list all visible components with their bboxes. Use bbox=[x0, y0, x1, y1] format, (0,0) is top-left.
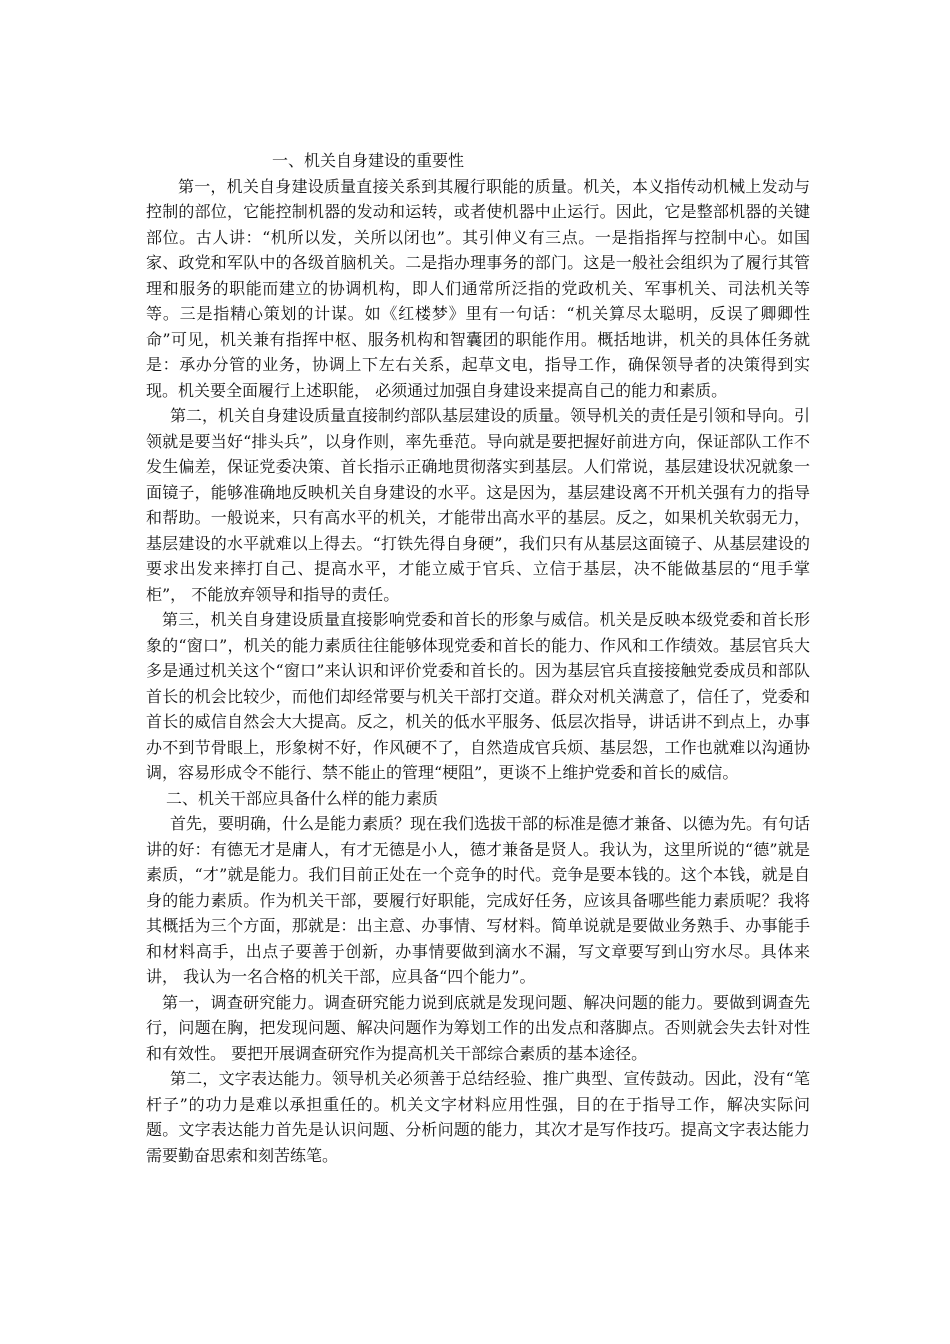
paragraph-2-1: 首先，要明确，什么是能力素质？现在我们选拔干部的标准是德才兼备、以德为先。有句话讲的好：有德无才是庸人，有才无德是小人，德才兼备是贤人。我认为，这里所说的“德”就是素质，“才”就是能力。我们目前正处在一个竞争的时代。竞争是要本钱的。这个本钱，就是自身的能力素质。作为机关干部，要履行好职能，完成好任务，应该具备哪些能力素质呢？我将其概括为三个方面，那就是：出主意、办事情、写材料。简单说就是要做业务熟手、办事能手和材料高手，出点子要善于创新，办事情要做到滴水不漏，写文章要写到山穷水尽。具体来讲， 我认为一名合格的机关干部，应具备“四个能力”。 bbox=[146, 814, 811, 986]
paragraph-2-2: 第一，调查研究能力。调查研究能力说到底就是发现问题、解决问题的能力。要做到调查先行，问题在胸，把发现问题、解决问题作为筹划工作的出发点和落脚点。否则就会失去针对性和有效性。 要把开展调查研究作为提高机关干部综合素质的基本途径。 bbox=[146, 992, 810, 1063]
paragraph-1-2: 第二，机关自身建设质量直接制约部队基层建设的质量。领导机关的责任是引领和导向。引领就是要当好“排头兵”，以身作则，率先垂范。导向就是要把握好前进方向，保证部队工作不发生偏差，保证党委决策、首长指示正确地贯彻落实到基层。人们常说，基层建设状况就象一面镜子，能够准确地反映机关自身建设的水平。这是因为，基层建设离不开机关强有力的指导和帮助。一般说来，只有高水平的机关，才能带出高水平的基层。反之，如果机关软弱无力，基层建设的水平就难以上得去。“打铁先得自身硬”，我们只有从基层这面镜子、从基层建设的要求出发来摔打自己、提高水平，才能立威于官兵、立信于基层，决不能做基层的“甩手掌柜”， 不能放弃领导和指导的责任。 bbox=[146, 406, 811, 604]
paragraph-1-1: 第一，机关自身建设质量直接关系到其履行职能的质量。机关，本义指传动机械上发动与控制的部位，它能控制机器的发动和运转，或者使机器中止运行。因此，它是整部机器的关键部位。古人讲：“机所以发，关所以闭也”。其引伸义有三点。一是指指挥与控制中心。如国家、政党和军队中的各级首脑机关。二是指办理事务的部门。这是一般社会组织为了履行其管理和服务的职能而建立的协调机构，即人们通常所泛指的党政机关、军事机关、司法机关等等。三是指精心策划的计谋。如《红楼梦》里有一句话：“机关算尽太聪明，反误了卿卿性命”可见，机关兼有指挥中枢、服务机构和智囊团的职能作用。概括地讲，机关的具体任务就是：承办分管的业务，协调上下左右关系，起草文电，指导工作，确保领导者的决策得到实现。机关要全面履行上述职能， 必须通过加强自身建设来提高自己的能力和素质。 bbox=[146, 176, 810, 400]
paragraph-1-3: 第三，机关自身建设质量直接影响党委和首长的形象与威信。机关是反映本级党委和首长形象的“窗口”，机关的能力素质往往能够体现党委和首长的能力、作风和工作绩效。基层官兵大多是通过机关这个“窗口”来认识和评价党委和首长的。因为基层官兵直接接触党委成员和部队首长的机会比较少，而他们却经常要与机关干部打交道。群众对机关满意了，信任了，党委和首长的威信自然会大大提高。反之，机关的低水平服务、低层次指导，讲话讲不到点上，办事办不到节骨眼上，形象树不好，作风硬不了，自然造成官兵烦、基层怨，工作也就难以沟通协调，容易形成令不能行、禁不能止的管理“梗阻”，更谈不上维护党委和首长的威信。 bbox=[146, 610, 810, 782]
paragraph-2-3: 第二，文字表达能力。领导机关必须善于总结经验、推广典型、宣传鼓动。因此，没有“笔杆子”的功力是难以承担重任的。机关文字材料应用性强，目的在于指导工作，解决实际问题。文字表达能力首先是认识问题、分析问题的能力，其次才是写作技巧。提高文字表达能力需要勤奋思索和刻苦练笔。 bbox=[146, 1069, 810, 1165]
document-body bbox=[146, 148, 810, 1168]
section-abilities bbox=[146, 786, 810, 1169]
section-heading-1: 一、机关自身建设的重要性 bbox=[272, 151, 465, 170]
section-importance bbox=[146, 148, 810, 786]
section-heading-2: 二、机关干部应具备什么样的能力素质 bbox=[166, 788, 439, 808]
